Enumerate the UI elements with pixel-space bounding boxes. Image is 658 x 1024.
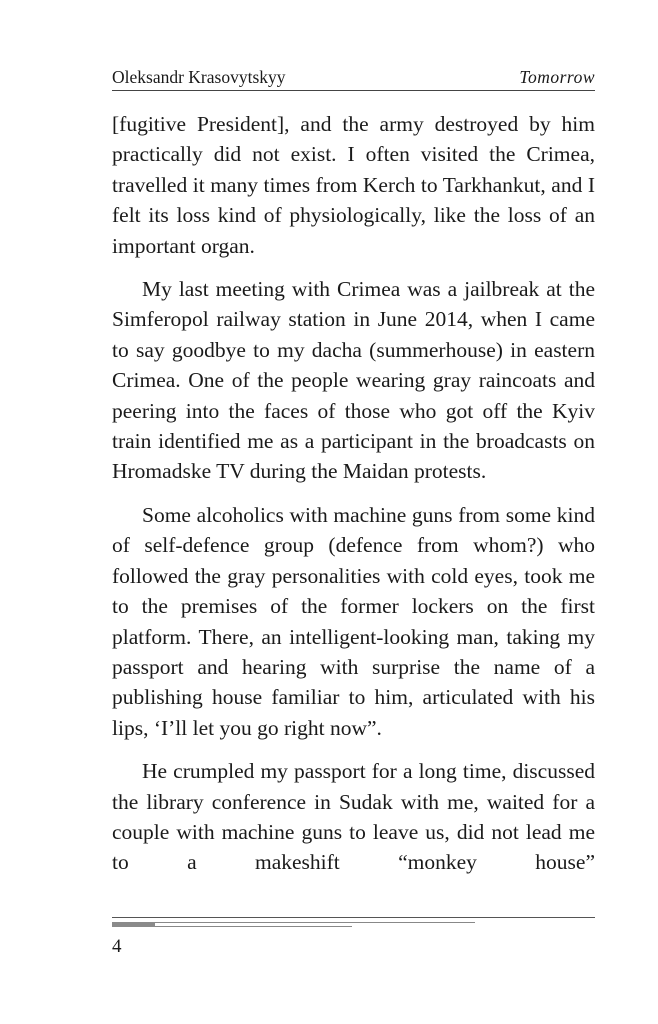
running-head-author: Oleksandr Krasovytskyy bbox=[112, 67, 286, 87]
footer-rule-line bbox=[112, 917, 595, 918]
page-number: 4 bbox=[112, 936, 122, 957]
footer-rule bbox=[112, 917, 595, 931]
paragraph: [fugitive President], and the army destroyed by him practically did not exist. I often visited the Crimea, travelled it many times from Kerch to Tarkhankut, and I felt its loss kind of physiologically, like the loss of an important organ. bbox=[112, 112, 595, 258]
paragraph: My last meeting with Crimea was a jailbreak at the Simferopol railway station in June 2014, when I came to say goodbye to my dacha (summerhouse) in eastern Crimea. One of the people wearing gray raincoats and peering into the faces of those who got off the Kyiv train identified me as a participant in the broadcasts on Hromadske TV during the Maidan protests. bbox=[112, 277, 595, 484]
footer-rule-bar bbox=[112, 922, 155, 927]
running-head-book-title: Tomorrow bbox=[519, 67, 595, 87]
body-text bbox=[112, 109, 595, 878]
paragraph: Some alcoholics with machine guns from some kind of self-defence group (defence from whom?) who followed the gray personalities with cold eyes, took me to the premises of the former lockers on the first platform. There, an intelligent-looking man, taking my passport and hearing with surprise the name of a publishing house familiar to him, articulated with his lips, ‘I’ll let you go right now”. bbox=[112, 502, 595, 740]
footer-rule-thin-line bbox=[155, 922, 475, 923]
footer-rule-thin-line bbox=[155, 926, 352, 927]
running-head bbox=[112, 64, 595, 91]
paragraph: He crumpled my passport for a long time, discussed the library conference in Sudak with me, waited for a couple with machine guns to leave us, did not lead me to a makeshift “monkey house” bbox=[112, 759, 595, 875]
